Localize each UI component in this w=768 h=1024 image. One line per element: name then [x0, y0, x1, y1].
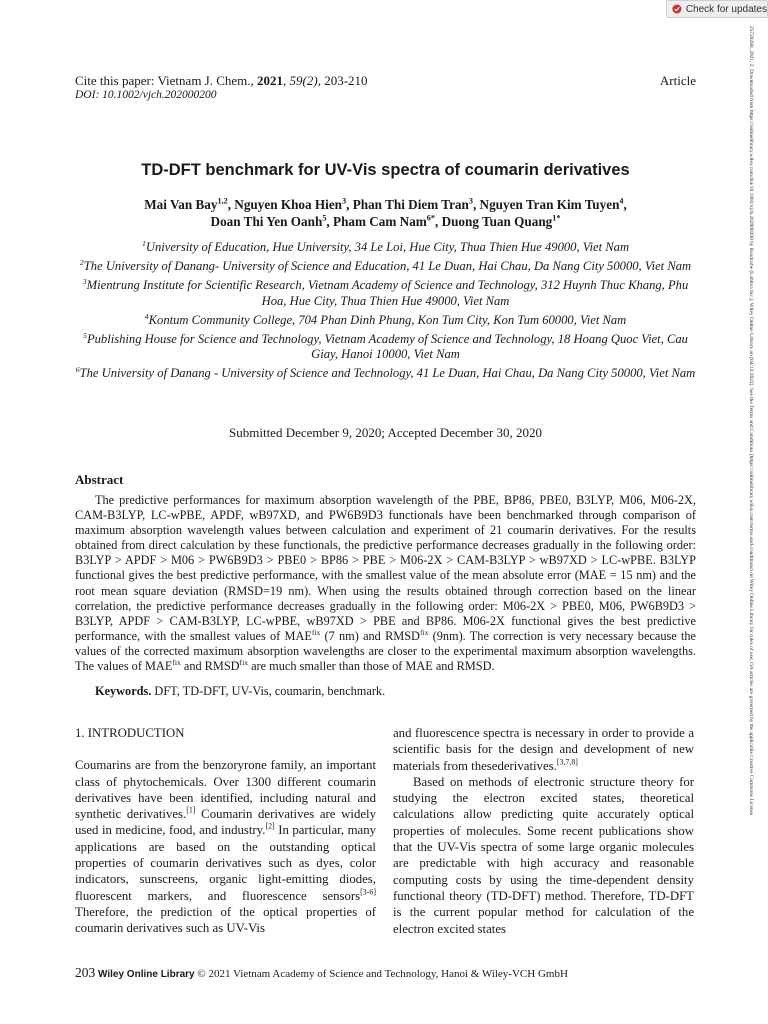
author-name: , Duong Tuan Quang	[434, 214, 553, 229]
right-column	[393, 725, 694, 937]
paragraph	[393, 725, 694, 774]
abstract-text: are much smaller than those of MAE and RMSD.	[248, 659, 495, 674]
affiliation-text: University of Education, Hue University, 34 Le Loi, Hue City, Thua Thien Hue 49000, Viet Nam	[145, 240, 630, 254]
download-notice	[746, 26, 756, 1016]
paragraph-text: Coumarin derivatives are widely used in medicine, food, and industry.	[75, 807, 376, 838]
paragraph-text: Coumarins are from the benzoryrone family, an important class of phytochemicals. Over 1300 different coumarin derivatives have been identified, including natural and synthetic derivatives.	[75, 758, 376, 822]
author-name: , Nguyen Khoa Hien	[227, 197, 343, 212]
citation-ref[interactable]: [2]	[265, 822, 275, 832]
affiliation	[75, 313, 696, 329]
abstract-text: (7 nm) and RMSD	[320, 628, 420, 643]
superscript: fix	[239, 657, 248, 667]
copyright-text: © 2021 Vietnam Academy of Science and Technology, Hanoi & Wiley-VCH GmbH	[194, 968, 568, 980]
author-name: , Nguyen Tran Kim Tuyen	[472, 197, 620, 212]
paragraph	[75, 757, 376, 936]
citation-volume: 59(2)	[289, 73, 318, 88]
affiliation-sup: 5	[83, 330, 87, 340]
author-affiliation-sup: 6*	[426, 213, 435, 223]
affiliation	[75, 259, 696, 275]
paragraph: Based on methods of electronic structure theory for studying the electron excited states, theoretical calculations allow predicting quite accurately optical properties of molecules. Some recent publications show that the UV-Vis spectra of some large organic molecules are predictable with high accuracy and reasonable computing costs by using the time-dependent density functional theory (TD-DFT) method. Therefore, TD-DFT is the current popular method for calculation of the electron excited states	[393, 774, 694, 936]
abstract-body	[75, 493, 696, 674]
section-heading: 1. INTRODUCTION	[75, 726, 185, 740]
affiliation-sup: 3	[82, 276, 87, 286]
superscript: fix	[311, 627, 321, 637]
author-affiliation-sup: 3	[468, 196, 473, 206]
author-affiliation-sup: 5	[322, 213, 327, 223]
author-affiliation-sup: 3	[342, 196, 347, 206]
citation-ref[interactable]: [1]	[186, 805, 196, 815]
superscript: fix	[419, 627, 429, 637]
paper-title: TD-DFT benchmark for UV-Vis spectra of coumarin derivatives	[141, 161, 630, 179]
author-list	[75, 196, 696, 230]
affiliation-sup: 2	[79, 257, 84, 267]
page-number: 203	[75, 965, 96, 980]
abstract-text: The predictive performances for maximum absorption wavelength of the PBE, BP86, PBE0, B3LYP, M06, M06-2X, CAM-B3LYP, LC-wPBE, APDF, wB97XD, and PW6B9D3 functionals have been benchmarked through comparison of maximum absorption wavelength values between calculation and experiment of 21 coumarin derivatives. For the results obtained from direct calculation by these functionals, the predictive performance decreases gradually in the following order: B3LYP > APDF > M06 > PW6B9D3 > PBE0 > BP86 > PBE > M06-2X > CAM-B3LYP > wB97XD > LC-wPBE. B3LYP functional gives the best predictive performance, with the smallest value of the mean absolute error (MAE = 15 nm) and the root mean square deviation (RMSD=19 nm). When using the results obtained through correction based on the linear correlation, the predictive performance decreases gradually in the following order: M06-2X > PBE0, M06, PW6B9D3 > B3LYP, APDF > CAM-B3LYP, LC-wPBE, wB97XD > PBE and BP86. M06-2X functional gives the best predictive performance, with the smallest values of MAE	[75, 493, 696, 643]
affiliation-text: Mientrung Institute for Scientific Research, Vietnam Academy of Science and Technology, 312 Huynh Thuc Khang, Phu Hoa, Hue City, Thua Thien Hue 49000, Viet Nam	[86, 278, 689, 308]
citation-year: 2021	[257, 73, 284, 88]
paragraph-text: In particular, many applications are based on the outstanding optical properties of coumarin derivatives such as dyes, color indicators, sunscreens, organic light-emitting diodes, fluorescent markers, and fluorescence sensors	[75, 823, 376, 903]
submission-dates: Submitted December 9, 2020; Accepted December 30, 2020	[229, 425, 542, 440]
doi[interactable]: DOI: 10.1002/vjch.202000200	[75, 89, 217, 101]
author-name: , Phan Thi Diem Tran	[346, 197, 469, 212]
paragraph-text: Therefore, the prediction of the optical properties of coumarin derivatives such as UV-Vis	[75, 904, 376, 936]
citation-ref[interactable]: [3-6]	[360, 887, 376, 897]
citation-ref[interactable]: [3,7,8]	[556, 757, 578, 767]
citation-pages: , 203-210	[317, 73, 368, 88]
abstract-text: (9nm). The correction is very necessary because the values of the corrected maximum absorption wavelengths are closer to the experimental maximum absorption wavelengths. The values of MAE	[75, 628, 696, 674]
affiliation-sup: 4	[144, 311, 149, 321]
affiliation-sup: 1	[141, 238, 146, 248]
abstract-heading: Abstract	[75, 472, 124, 487]
paragraph-text: and fluorescence spectra is necessary in order to provide a scientific basis for the design and development of new materials from thesederivatives.	[393, 726, 694, 773]
affiliation	[75, 278, 696, 309]
affiliation	[75, 366, 696, 382]
affiliation-text: The University of Danang- University of Science and Education, 41 Le Duan, Hai Chau, Da Nang City 50000, Viet Nam	[83, 259, 692, 273]
affiliation	[75, 332, 696, 363]
author-name: , Pham Cam Nam	[326, 214, 427, 229]
download-notice-text: 25728288, 2021, 2, Downloaded from https://onlinelibrary.wiley.com/doi/10.1002/vjch.202000200 by Readcube (Labtiva Inc.), Wiley Online Library on [04/12/2022]. See the Terms and Conditions (https://onlinelibrary.wiley.com/terms-and-conditions) on Wiley Online Library for rules of use; OA articles are governed by the applicable Creative Commons License	[748, 26, 754, 816]
affiliation-sup: 6	[75, 364, 80, 374]
publisher-brand: Wiley Online Library	[98, 969, 195, 980]
check-for-updates-label: Check for updates	[685, 3, 767, 15]
affiliations	[75, 240, 696, 385]
affiliation-text: Kontum Community College, 704 Phan Dinh Phung, Kon Tum City, Kon Tum 60000, Viet Nam	[148, 312, 627, 327]
author-name: Mai Van Bay	[144, 197, 218, 212]
keywords-text: DFT, TD-DFT, UV-Vis, coumarin, benchmark.	[151, 684, 386, 698]
keywords-label: Keywords.	[95, 684, 152, 698]
check-for-updates-icon	[672, 3, 682, 15]
left-column	[75, 725, 376, 937]
check-for-updates-button[interactable]	[666, 0, 768, 18]
keywords	[95, 684, 385, 699]
affiliation	[75, 240, 696, 256]
abstract-text: and RMSD	[180, 659, 240, 674]
affiliation-text: The University of Danang - University of Science and Technology, 41 Le Duan, Hai Chau, Da Nang City 50000, Viet Nam	[79, 366, 696, 380]
citation: Cite this paper: Vietnam J. Chem., 2021, 59(2), 203-210	[75, 73, 368, 88]
article-type: Article	[659, 73, 696, 88]
author-affiliation-sup: 4	[619, 196, 624, 206]
page-footer	[75, 965, 568, 981]
superscript: fix	[172, 657, 181, 667]
author-affiliation-sup: 1*	[552, 213, 561, 223]
author-separator: ,	[623, 197, 627, 212]
citation-prefix: Cite this paper: Vietnam J. Chem.,	[75, 73, 258, 88]
author-name: Doan Thi Yen Oanh	[210, 214, 323, 229]
author-affiliation-sup: 1,2	[217, 196, 228, 206]
affiliation-text: Publishing House for Science and Technology, Vietnam Academy of Science and Technology, 18 Hoang Quoc Viet, Cau Giay, Hanoi 10000, Viet Nam	[86, 331, 688, 361]
